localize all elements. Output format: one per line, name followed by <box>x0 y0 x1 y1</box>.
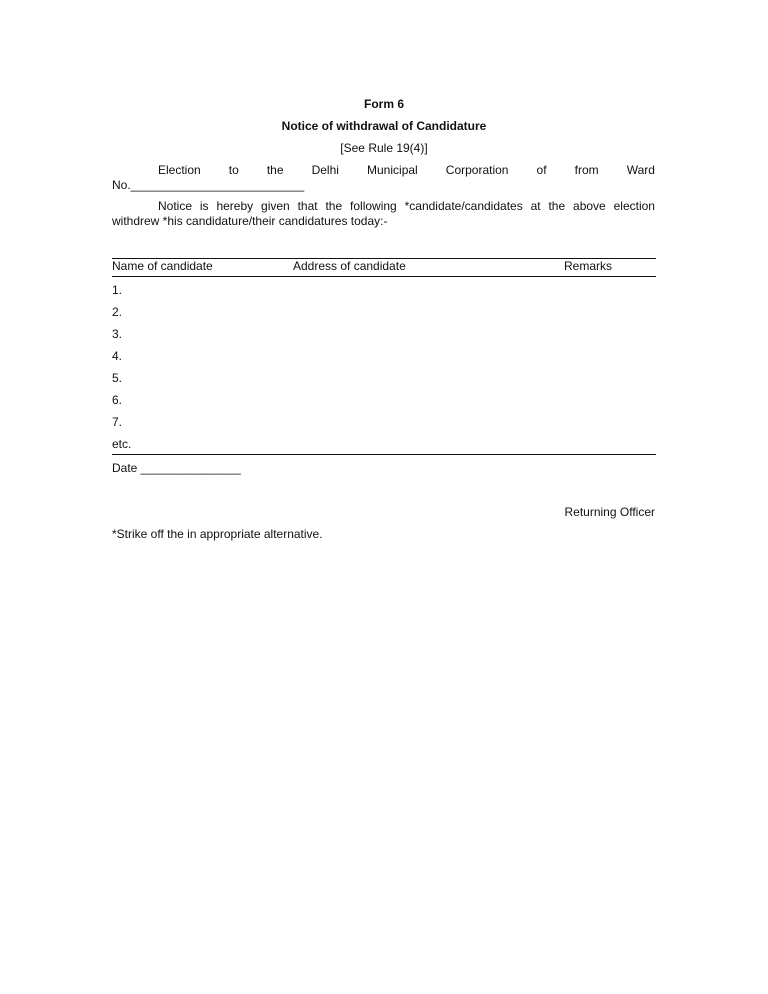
table-row: 4. <box>112 349 123 363</box>
notice-word: at <box>530 199 541 213</box>
notice-word: given <box>261 199 290 213</box>
intro-word: from <box>574 163 599 177</box>
col-header-remarks: Remarks <box>564 259 613 273</box>
table-row: etc. <box>112 437 132 451</box>
notice-word: that <box>297 199 318 213</box>
table-row: 1. <box>112 283 123 297</box>
intro-word: Ward <box>626 163 655 177</box>
intro-word: Election <box>158 163 201 177</box>
table-row: 5. <box>112 371 123 385</box>
notice-paragraph <box>112 199 655 229</box>
form-subtitle: Notice of withdrawal of Candidature <box>281 119 487 133</box>
notice-word: Notice <box>158 199 193 213</box>
date-field: Date _______________ <box>112 461 241 475</box>
intro-line-2: No.__________________________ <box>112 178 305 192</box>
notice-word: following <box>350 199 397 213</box>
intro-word: the <box>266 163 284 177</box>
table-row: 3. <box>112 327 123 341</box>
intro-line-1 <box>112 163 655 178</box>
footnote: *Strike off the in appropriate alternative. <box>112 527 323 541</box>
notice-word: *candidate/candidates <box>404 199 523 213</box>
intro-word: Corporation <box>445 163 509 177</box>
intro-word: Municipal <box>367 163 418 177</box>
notice-word: above <box>573 199 606 213</box>
table-row: 6. <box>112 393 123 407</box>
form-title: Form 6 <box>363 97 404 111</box>
table-bottom-rule <box>112 454 656 455</box>
col-header-name: Name of candidate <box>112 259 213 273</box>
intro-word: Delhi <box>311 163 339 177</box>
notice-word: election <box>613 199 655 213</box>
notice-word: hereby <box>216 199 254 213</box>
intro-paragraph <box>112 163 655 193</box>
intro-word: to <box>228 163 239 177</box>
table-row: 2. <box>112 305 123 319</box>
rule-reference: [See Rule 19(4)] <box>340 141 428 155</box>
notice-word: the <box>325 199 343 213</box>
table-header-rule <box>112 276 656 277</box>
notice-line-2: withdrew *his candidature/their candidatures today:- <box>112 214 388 228</box>
table-row: 7. <box>112 415 123 429</box>
col-header-address: Address of candidate <box>293 259 406 273</box>
notice-line-1 <box>112 199 655 214</box>
signature-label: Returning Officer <box>564 505 655 519</box>
notice-word: is <box>199 199 209 213</box>
notice-word: the <box>548 199 566 213</box>
intro-word: of <box>536 163 547 177</box>
